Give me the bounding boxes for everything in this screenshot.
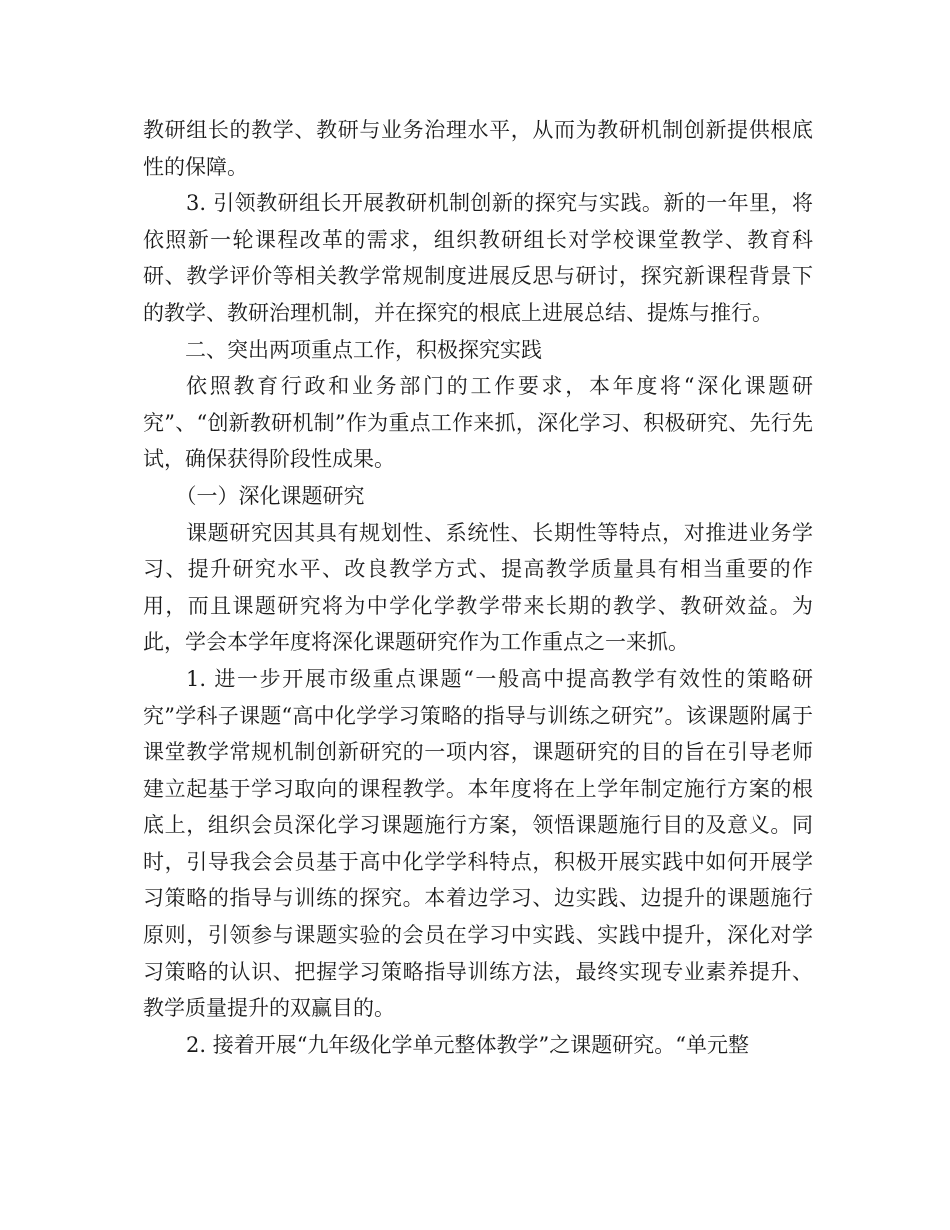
paragraph-item-1: 1. 进一步开展市级重点课题“一般高中提高教学有效性的策略研究”学科子课题“高中化学学习策略的指导与训练之研究”。该课题附属于课堂教学常规机制创新研究的一项内容，课题研究的目的旨在引导老师建立起基于学习取向的课程教学。本年度将在上学年制定施行方案的根底上，组织会员深化学习课题施行方案，领悟课题施行目的及意义。同时，引导我会会员基于高中化学学科特点，积极开展实践中如何开展学习策略的指导与训练的探究。本着边学习、边实践、边提升的课题施行原则，引领参与课题实验的会员在学习中实践、实践中提升，深化对学习策略的认识、把握学习策略指导训练方法，最终实现专业素养提升、教学质量提升的双赢目的。 bbox=[143, 666, 813, 1021]
document-body bbox=[143, 112, 813, 1063]
paragraph-section-intro: 依照教育行政和业务部门的工作要求，本年度将“深化课题研究”、“创新教研机制”作为重点工作来抓，深化学习、积极研究、先行先试，确保获得阶段性成果。 bbox=[143, 374, 813, 472]
paragraph-continuation: 教研组长的教学、教研与业务治理水平，从而为教研机制创新提供根底性的保障。 bbox=[143, 118, 813, 179]
paragraph-subsection-intro: 课题研究因其具有规划性、系统性、长期性等特点，对推进业务学习、提升研究水平、改良教学方式、提高教学质量具有相当重要的作用，而且课题研究将为中学化学教学带来长期的教学、教研效益。为此，学会本学年度将深化课题研究作为工作重点之一来抓。 bbox=[143, 520, 813, 655]
subsection-heading-one: （一）深化课题研究 bbox=[175, 483, 365, 508]
paragraph-item-3: 3. 引领教研组长开展教研机制创新的探究与实践。新的一年里，将依照新一轮课程改革的需求，组织教研组长对学校课堂教学、教育科研、教学评价等相关教学常规制度进展反思与研讨，探究新课程背景下的教学、教研治理机制，并在探究的根底上进展总结、提炼与推行。 bbox=[143, 191, 813, 325]
paragraph-item-2: 2. 接着开展“九年级化学单元整体教学”之课题研究。“单元整 bbox=[186, 1032, 749, 1057]
section-heading-two: 二、突出两项重点工作，积极探究实践 bbox=[185, 337, 542, 362]
